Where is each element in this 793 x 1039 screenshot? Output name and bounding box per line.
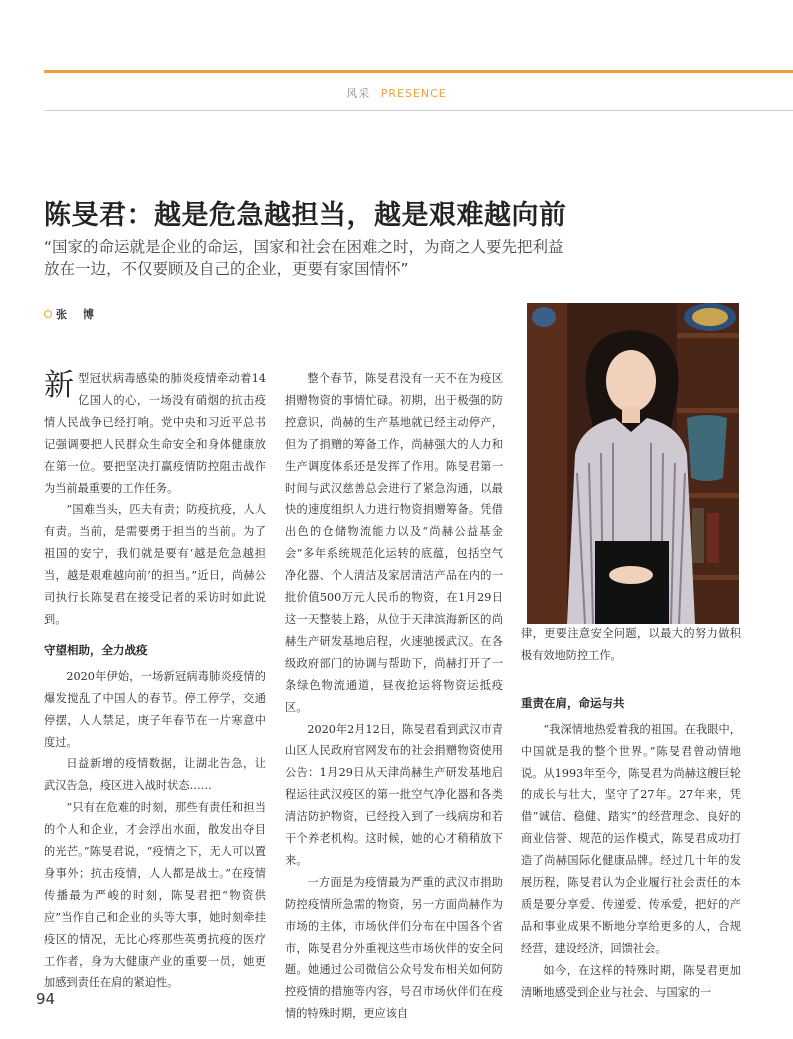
lead-paragraph-text: 型冠状病毒感染的肺炎疫情牵动着14亿国人的心，一场没有硝烟的抗击疫情人民战争已经打响。党中央和习近平总书记强调要把人民群众生命安全和身体健康放在第一位。要把坚决打赢疫情防控阻击战作为当前最重要的工作任务。 (44, 372, 266, 495)
paragraph: “我深情地热爱着我的祖国。在我眼中，中国就是我的整个世界。”陈旻君曾动情地说。从1993年至今，陈旻君为尚赫这艘巨轮的成长与壮大，坚守了27年。27年来，凭借“诚信、稳健、踏实”的经营理念、良好的商业信誉、规范的运作模式，陈旻君成功打造了尚赫国际化健康品牌。经过几十年的发展历程，陈旻君认为企业履行社会责任的本质是要分享爱、传递爱、传承爱，把好的产品和事业成果不断地分享给更多的人，合规经营，建设经济，回馈社会。 (521, 722, 741, 955)
drop-cap: 新 (44, 368, 74, 403)
section-divider (44, 110, 793, 111)
section-heading: 守望相助，全力战疫 (44, 642, 148, 657)
paragraph: 如今，在这样的特殊时期，陈旻君更加清晰地感受到企业与社会、与国家的一 (521, 963, 741, 999)
article-column-2 (285, 368, 503, 1025)
paragraph: “国难当头，匹夫有责；防疫抗疫，人人有责。当前，是需要勇于担当的当前。为了祖国的安宁，我们就是要有‘越是危急越担当，越是艰难越向前’的担当。”近日，尚赫公司执行长陈旻君在接受记者的采访时如此说到。 (44, 503, 266, 626)
section-heading: 重责在肩，命运与共 (521, 695, 625, 710)
subtitle-line-1: “国家的命运就是企业的命运，国家和社会在困难之时，为商之人要先把利益 (44, 238, 564, 256)
paragraph: 一方面是为疫情最为严重的武汉市捐助防控疫情所急需的物资，另一方面尚赫作为市场的主体，市场伙伴们分布在中国各个省市，陈旻君分外重视这些市场伙伴的安全问题。她通过公司微信公众号发布相关如何防控疫情的措施等内容，号召市场伙伴们在疫情的特殊时期，更应该自 (285, 875, 503, 1021)
paragraph: 2020年伊始，一场新冠病毒肺炎疫情的爆发搅乱了中国人的春节。停工停学，交通停摆，人人禁足，庚子年春节在一片寒意中度过。 (44, 669, 266, 749)
author-name: 张 博 (56, 308, 100, 321)
article-subtitle (44, 236, 744, 280)
portrait-illustration (527, 303, 739, 624)
lead-paragraph (44, 368, 266, 499)
paragraph: 2020年2月12日，陈旻君看到武汉市青山区人民政府官网发布的社会捐赠物资使用公告：1月29日从天津尚赫生产研发基地启程运往武汉疫区的第一批空气净化器和各类清洁防护物资，已经投入到了一线病房和若干个养老机构。这时候，她的心才稍稍放下来。 (285, 722, 503, 867)
paragraph: “只有在危难的时刻，那些有责任和担当的个人和企业，才会浮出水面，散发出夺目的光芒。”陈旻君说，“疫情之下，无人可以置身事外；抗击疫情，人人都是战士。”在疫情传播最为严峻的时刻，陈旻君把“物资供应”当作自己和企业的头等大事，她时刻牵挂疫区的情况，无比心疼那些英勇抗疫的医疗工作者，身为大健康产业的重要一员，她更加感到责任在肩的紧迫性。 (44, 801, 266, 990)
subtitle-line-2: 放在一边，不仅要顾及自己的企业，更要有家国情怀” (44, 260, 409, 278)
top-accent-line (44, 70, 793, 73)
section-label (0, 85, 793, 101)
paragraph: 律，更要注意安全问题，以最大的努力做积极有效地防控工作。 (521, 627, 741, 662)
section-label-en: PRESENCE (380, 87, 447, 100)
paragraph: 日益新增的疫情数据，让湖北告急，让武汉告急，疫区进入战时状态…… (44, 757, 266, 793)
byline-bullet-icon (44, 310, 52, 318)
author-byline (44, 306, 100, 322)
section-label-cn: 风采 (346, 87, 371, 100)
paragraph: 整个春节，陈旻君没有一天不在为疫区捐赠物资的事情忙碌。初期，出于极强的防控意识，尚赫的生产基地就已经主动停产，但为了捐赠的筹备工作，尚赫强大的人力和生产调度体系还是发挥了作用。陈旻君第一时间与武汉慈善总会进行了紧急沟通，以最快的速度组织人力进行物资捐赠筹备。凭借出色的仓储物流能力以及“尚赫公益基金会”多年系统规范化运转的底蕴，包括空气净化器、个人清洁及家居清洁产品在内的一批价值500万元人民币的物资，在1月29日这一天整装上路，从位于天津滨海新区的尚赫生产研发基地启程，火速驰援武汉。在各级政府部门的协调与帮助下，尚赫打开了一条绿色物流通道，昼夜抢运将物资运抵疫区。 (285, 372, 503, 714)
article-title: 陈旻君：越是危急越担当，越是艰难越向前 (44, 200, 567, 231)
article-column-3 (521, 623, 741, 1004)
article-column-1 (44, 368, 266, 994)
page-number: 94 (36, 990, 56, 1008)
portrait-photo (527, 303, 739, 624)
